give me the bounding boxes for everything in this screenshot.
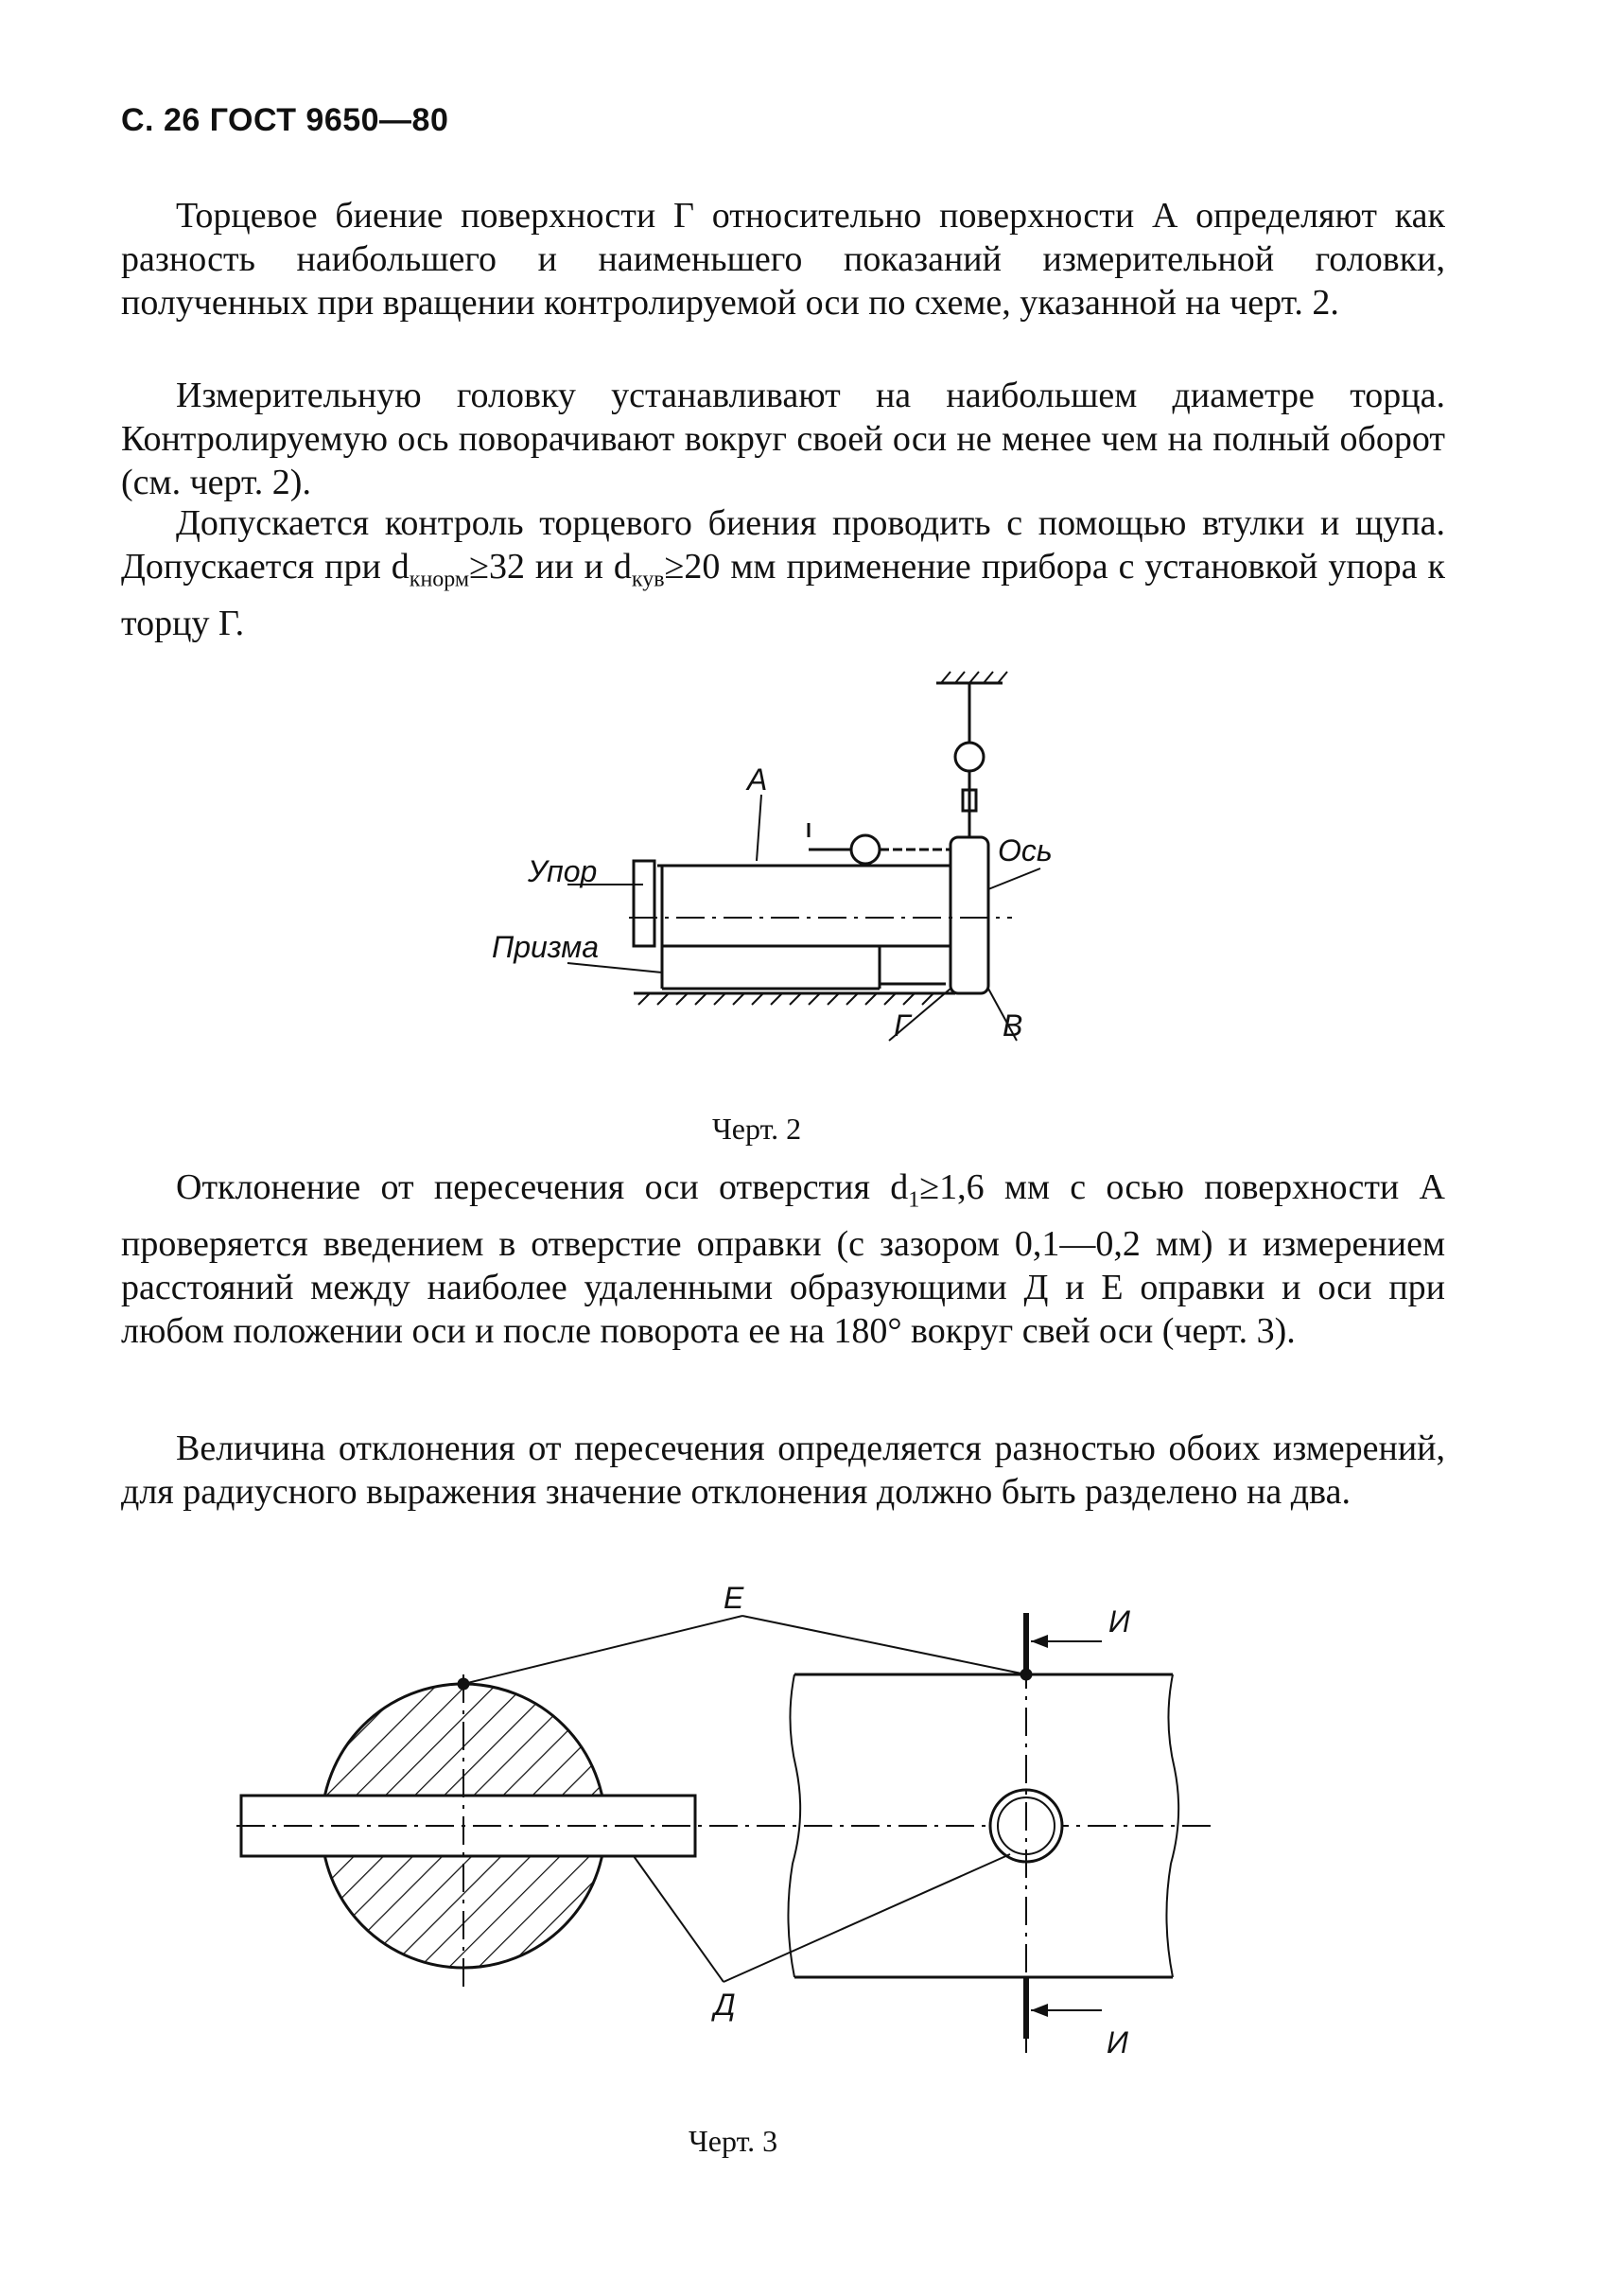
subscript-kuv: кув bbox=[631, 567, 665, 592]
paragraph-3-text bbox=[121, 501, 1445, 645]
paragraph-3-part-b: ≥32 ии и d bbox=[469, 547, 632, 587]
leader-e-right bbox=[742, 1616, 1026, 1674]
label-v: В bbox=[1003, 1008, 1023, 1043]
label-os: Ось bbox=[998, 833, 1053, 868]
holder-hatch bbox=[941, 672, 1007, 683]
leader-prizma bbox=[567, 963, 662, 973]
label-upor: Упор bbox=[528, 854, 598, 888]
label-a: А bbox=[747, 762, 768, 797]
label-g: Г bbox=[894, 1008, 911, 1043]
page-number: С. 26 bbox=[121, 102, 201, 138]
leader-a bbox=[757, 795, 761, 861]
dial-indicator-horizontal bbox=[851, 835, 880, 864]
leader-d-left bbox=[634, 1856, 724, 1982]
paragraph-4-part-b: ≥1,6 мм с осью поверхности А проверяется введением в отверстие оправки (с зазором 0,1—0,2 мм) и измерением расстояний между наиболее удаленными образующими Д и Е оправки и оси при любом положении оси и после поворота ее на 180° вокруг свей оси (черт. 3). bbox=[121, 1167, 1445, 1351]
figure-2-diagram bbox=[473, 662, 1059, 1060]
paragraph-1-text: Торцевое биение поверхности Г относительно поверхности А определяют как разность наибольшего и наименьшего показаний измерительной головки, полученных при вращении контролируемой оси по схеме, указанной на черт. 2. bbox=[121, 196, 1445, 323]
paragraph-3-part-a: Допускается контроль торцевого биения проводить с помощью втулки и щупа. Допускается при d bbox=[121, 503, 1445, 587]
label-d: Д bbox=[714, 1988, 736, 2022]
figure-2-caption: Черт. 2 bbox=[712, 1112, 802, 1146]
subscript-knorm: кнорм bbox=[409, 567, 470, 592]
leader-os bbox=[988, 868, 1040, 889]
paragraph-3-part-c: ≥20 мм применение прибора с установкой упора к торцу Г. bbox=[121, 547, 1445, 643]
label-prizma: Призма bbox=[492, 930, 600, 964]
figure-3-diagram bbox=[227, 1570, 1248, 2062]
dial-indicator-vertical bbox=[955, 743, 984, 771]
paragraph-3 bbox=[121, 501, 1445, 645]
arrowhead-bottom bbox=[1031, 2004, 1048, 2017]
shaft-flange bbox=[951, 837, 988, 993]
page-header bbox=[121, 102, 448, 139]
label-e: Е bbox=[724, 1581, 744, 1615]
standard-number: ГОСТ 9650—80 bbox=[209, 102, 449, 138]
stop-block bbox=[634, 861, 654, 946]
paragraph-2-text: Измерительную головку устанавливают на наибольшем диаметре торца. Контролируемую ось поворачивают вокруг своей оси не менее чем на полный оборот (см. черт. 2). bbox=[121, 376, 1445, 502]
paragraph-4 bbox=[121, 1166, 1445, 1353]
leader-e-left bbox=[463, 1616, 742, 1684]
paragraph-5-text: Величина отклонения от пересечения определяется разностью обоих измерений, для радиусного выражения значение отклонения должно быть разделено на два. bbox=[121, 1428, 1445, 1512]
paragraph-1 bbox=[121, 194, 1445, 324]
paragraph-2 bbox=[121, 374, 1445, 504]
subscript-1: 1 bbox=[908, 1187, 920, 1213]
label-i-bottom: И bbox=[1107, 2025, 1128, 2059]
arrowhead-top bbox=[1031, 1635, 1048, 1648]
label-i-top: И bbox=[1108, 1604, 1130, 1639]
leader-d-right bbox=[724, 1854, 1010, 1982]
paragraph-5 bbox=[121, 1427, 1445, 1514]
paragraph-4-text bbox=[121, 1166, 1445, 1353]
figure-3-caption: Черт. 3 bbox=[689, 2124, 778, 2158]
paragraph-4-part-a: Отклонение от пересечения оси отверстия d bbox=[176, 1167, 909, 1207]
ground-hatch bbox=[638, 993, 933, 1005]
